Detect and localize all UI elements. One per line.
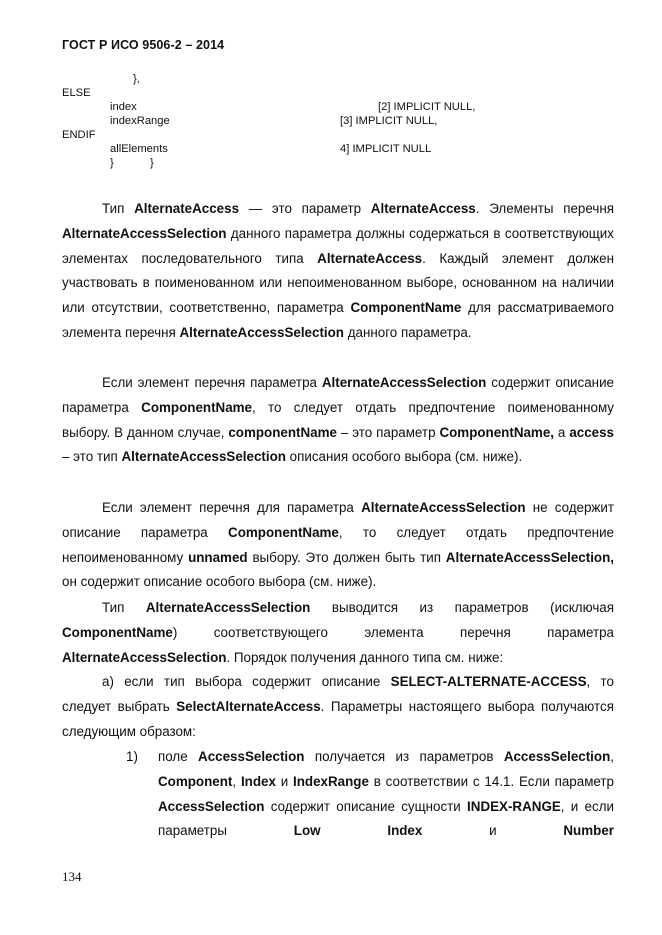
code-line: ENDIF [62,129,96,141]
code-line: [2] IMPLICIT NULL, [378,101,476,113]
list-paragraph: а) если тип выбора содержит описание SELECT-ALTERNATE-ACCESS, то следует выбрать SelectAlternateAccess. Параметры настоящего выбора получаются следующим образом: [62,674,614,739]
page-number: 134 [62,869,82,884]
code-line: }, [133,73,140,85]
paragraph: Если элемент перечня для параметра AlternateAccessSelection не содержит описание параметра ComponentName, то следует отдать предпочтение непоименованному unnamed выбору. Это должен быть тип AlternateAccessSelection, он содержит описание особого выбора (см. ниже). [62,500,614,590]
code-line: [3] IMPLICIT NULL, [340,115,438,127]
list-item-number: 1) [126,749,138,764]
paragraph: Тип AlternateAccessSelection выводится из параметров (исключая ComponentName) соответствующего элемента перечня параметра AlternateAccessSelection. Порядок получения данного типа см. ниже: [62,600,614,665]
document-header: ГОСТ Р ИСО 9506-2 – 2014 [62,38,225,52]
code-line: 4] IMPLICIT NULL [340,143,432,155]
list-item: поле AccessSelection получается из параметров AccessSelection, Component, Index и IndexRange в соответствии с 14.1. Если параметр AccessSelection содержит описание сущности INDEX-RANGE, и если параметры Low Index и Number [158,749,614,839]
code-line: } [150,157,154,169]
code-line: indexRange [110,115,170,127]
code-line: ELSE [62,87,91,99]
code-line: index [110,101,137,113]
code-line: } [110,157,114,169]
code-line: allElements [110,143,168,155]
paragraph: Тип AlternateAccess — это параметр AlternateAccess. Элементы перечня AlternateAccessSelection данного параметра должны содержаться в соответствующих элементах последовательного типа AlternateAccess. Каждый элемент должен участвовать в поименованном или непоименованном выборе, основанном на наличии или отсутствии, соответственно, параметра ComponentName для рассматриваемого элемента перечня AlternateAccessSelection данного параметра. [62,201,614,340]
paragraph: Если элемент перечня параметра AlternateAccessSelection содержит описание параметра ComponentName, то следует отдать предпочтение поименованному выбору. В данном случае, componentName – это параметр ComponentName, а access – это тип AlternateAccessSelection описания особого выбора (см. ниже). [62,375,614,465]
